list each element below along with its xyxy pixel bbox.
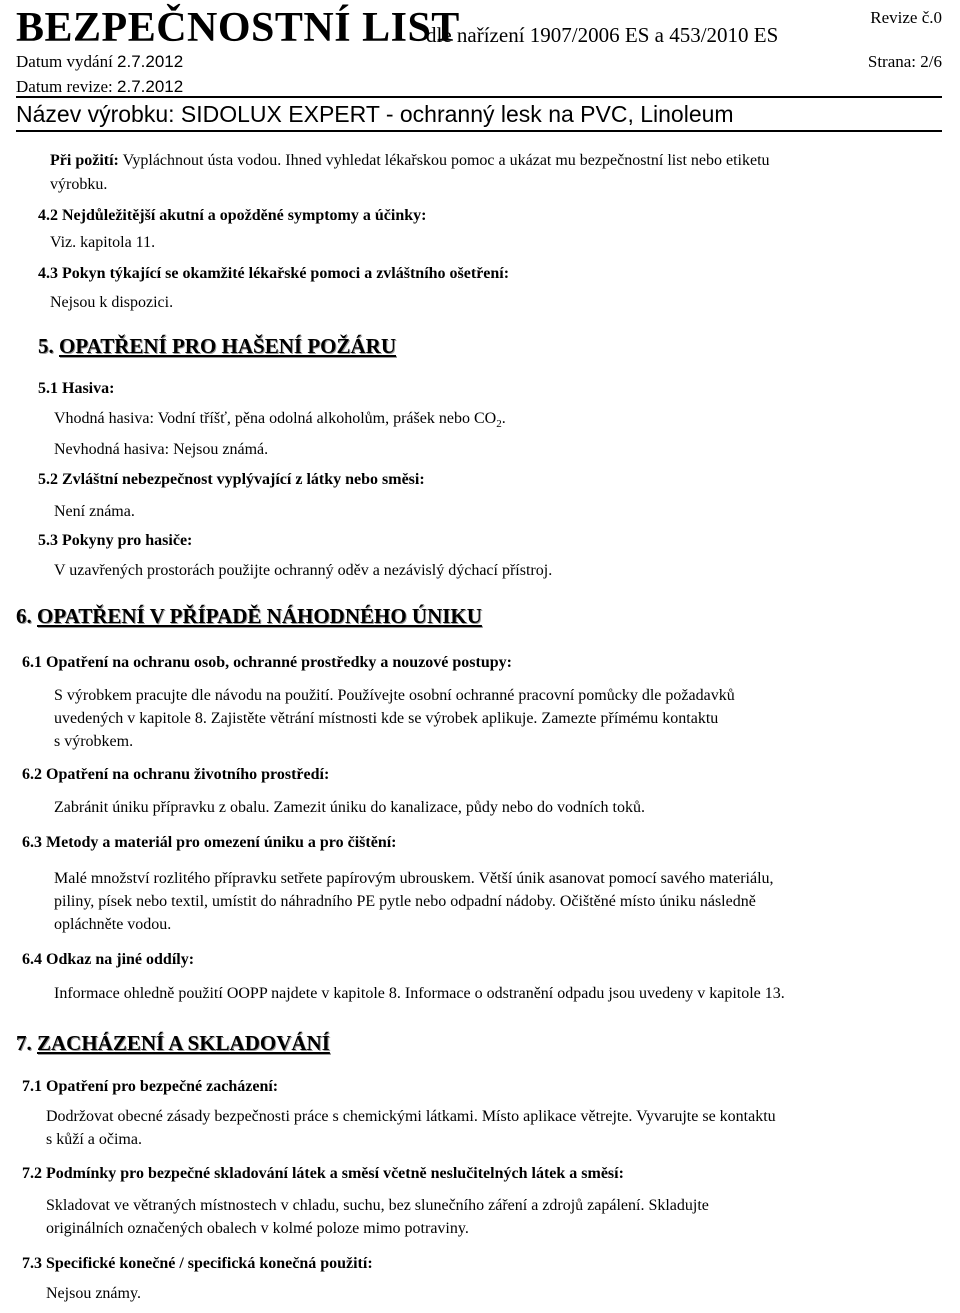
revision-number: Revize č.0	[870, 8, 942, 27]
text-7-2-line1: Skladovat ve větraných místnostech v chladu, suchu, bez slunečního záření a zdrojů zapálení. Skladujte	[46, 1197, 709, 1214]
text-4-3: Nejsou k dispozici.	[50, 294, 174, 311]
co2-subscript: 2	[496, 418, 502, 431]
issue-date: 2.7.2012	[117, 52, 184, 71]
heading-7-1: 7.1 Opatření pro bezpečné zacházení:	[22, 1078, 279, 1095]
heading-6-1: 6.1 Opatření na ochranu osob, ochranné prostředky a nouzové postupy:	[22, 654, 512, 671]
heading-5-3: 5.3 Pokyny pro hasiče:	[38, 532, 193, 549]
text-5-1-unsuitable: Nevhodná hasiva: Nejsou známá.	[54, 441, 269, 458]
text-5-2: Není známa.	[54, 503, 135, 520]
heading-4-3: 4.3 Pokyn týkající se okamžité lékařské pomoci a zvláštního ošetření:	[38, 265, 510, 282]
text-7-1-line2: s kůží a očima.	[46, 1131, 142, 1148]
heading-6-2: 6.2 Opatření na ochranu životního prostředí:	[22, 766, 330, 783]
section-7-number: 7.	[16, 1031, 32, 1055]
section-6-heading	[16, 604, 482, 629]
heading-7-3: 7.3 Specifické konečné / specifická konečná použití:	[22, 1255, 373, 1272]
text-6-1-line2: uvedených v kapitole 8. Zajistěte větrání místnosti kde se výrobek aplikuje. Zamezte přímému kontaktu	[54, 710, 719, 727]
page-number: Strana: 2/6	[867, 52, 942, 71]
suitable-media-end: .	[501, 410, 506, 427]
text-6-3-line2: piliny, písek nebo textil, umístit do náhradního PE pytle nebo odpadní nádoby. Očištěné místo úniku následně	[54, 893, 756, 910]
regulation-reference: dle nařízení 1907/2006 ES a 453/2010 ES	[426, 23, 779, 47]
document-title: BEZPEČNOSTNÍ LIST	[16, 5, 460, 51]
issue-date-line	[16, 52, 183, 72]
product-name: Název výrobku: SIDOLUX EXPERT - ochranný lesk na PVC, Linoleum	[16, 101, 734, 127]
heading-5-2: 5.2 Zvláštní nebezpečnost vyplývající z látky nebo směsi:	[38, 471, 425, 488]
text-6-1-line3: s výrobkem.	[54, 733, 134, 750]
text-7-3: Nejsou známy.	[46, 1285, 141, 1302]
text-6-1-line1: S výrobkem pracujte dle návodu na použití. Používejte osobní ochranné pracovní pomůcky dle požadavků	[54, 687, 735, 704]
ingestion-line	[50, 152, 770, 170]
text-4-2: Viz. kapitola 11.	[50, 234, 156, 251]
ingestion-text: Vypláchnout ústa vodou. Ihned vyhledat lékařskou pomoc a ukázat mu bezpečnostní list nebo etiketu	[118, 152, 770, 169]
revision-date: 2.7.2012	[117, 77, 184, 96]
section-5-number: 5.	[38, 334, 54, 358]
heading-6-4: 6.4 Odkaz na jiné oddíly:	[22, 951, 195, 968]
text-6-3-line3: opláchněte vodou.	[54, 916, 172, 933]
text-7-1-line1: Dodržovat obecné zásady bezpečnosti práce s chemickými látkami. Místo aplikace větrejte. Vyvarujte se kontaktu	[46, 1108, 776, 1125]
section-6-number: 6.	[16, 604, 32, 628]
text-6-2: Zabránit úniku přípravku z obalu. Zamezit úniku do kanalizace, půdy nebo do vodních toků.	[54, 799, 645, 816]
section-5-title: OPATŘENÍ PRO HAŠENÍ POŽÁRU	[59, 334, 396, 358]
text-6-3-line1: Malé množství rozlitého přípravku setřete papírovým ubrouskem. Větší únik asanovat pomocí savého materiálu,	[54, 870, 774, 887]
heading-6-3: 6.3 Metody a materiál pro omezení úniku a pro čištění:	[22, 834, 397, 851]
section-6-title: OPATŘENÍ V PŘÍPADĚ NÁHODNÉHO ÚNIKU	[37, 604, 482, 628]
section-7-title: ZACHÁZENÍ A SKLADOVÁNÍ	[37, 1031, 330, 1055]
revision-date-label: Datum revize:	[16, 77, 113, 96]
heading-5-1: 5.1 Hasiva:	[38, 380, 115, 397]
suitable-media-text: Vhodná hasiva: Vodní tříšť, pěna odolná alkoholům, prášek nebo CO	[54, 410, 497, 427]
section-7-heading	[16, 1031, 330, 1056]
text-6-4: Informace ohledně použití OOPP najdete v kapitole 8. Informace o odstranění odpadu jsou uvedeny v kapitole 13.	[54, 985, 785, 1002]
issue-date-label: Datum vydání	[16, 52, 113, 71]
text-5-1-suitable	[54, 410, 506, 430]
heading-7-2: 7.2 Podmínky pro bezpečné skladování látek a směsí včetně neslučitelných látek a směsí:	[22, 1165, 624, 1182]
text-5-3: V uzavřených prostorách použijte ochranný oděv a nezávislý dýchací přístroj.	[54, 562, 553, 579]
text-7-2-line2: originálních označených obalech v kolmé poloze mimo potraviny.	[46, 1220, 469, 1237]
ingestion-text-cont: výrobku.	[50, 176, 108, 193]
revision-date-line	[16, 77, 183, 97]
ingestion-label: Při požití:	[50, 152, 119, 169]
section-5-heading	[38, 334, 396, 359]
heading-4-2: 4.2 Nejdůležitější akutní a opožděné symptomy a účinky:	[38, 207, 427, 224]
